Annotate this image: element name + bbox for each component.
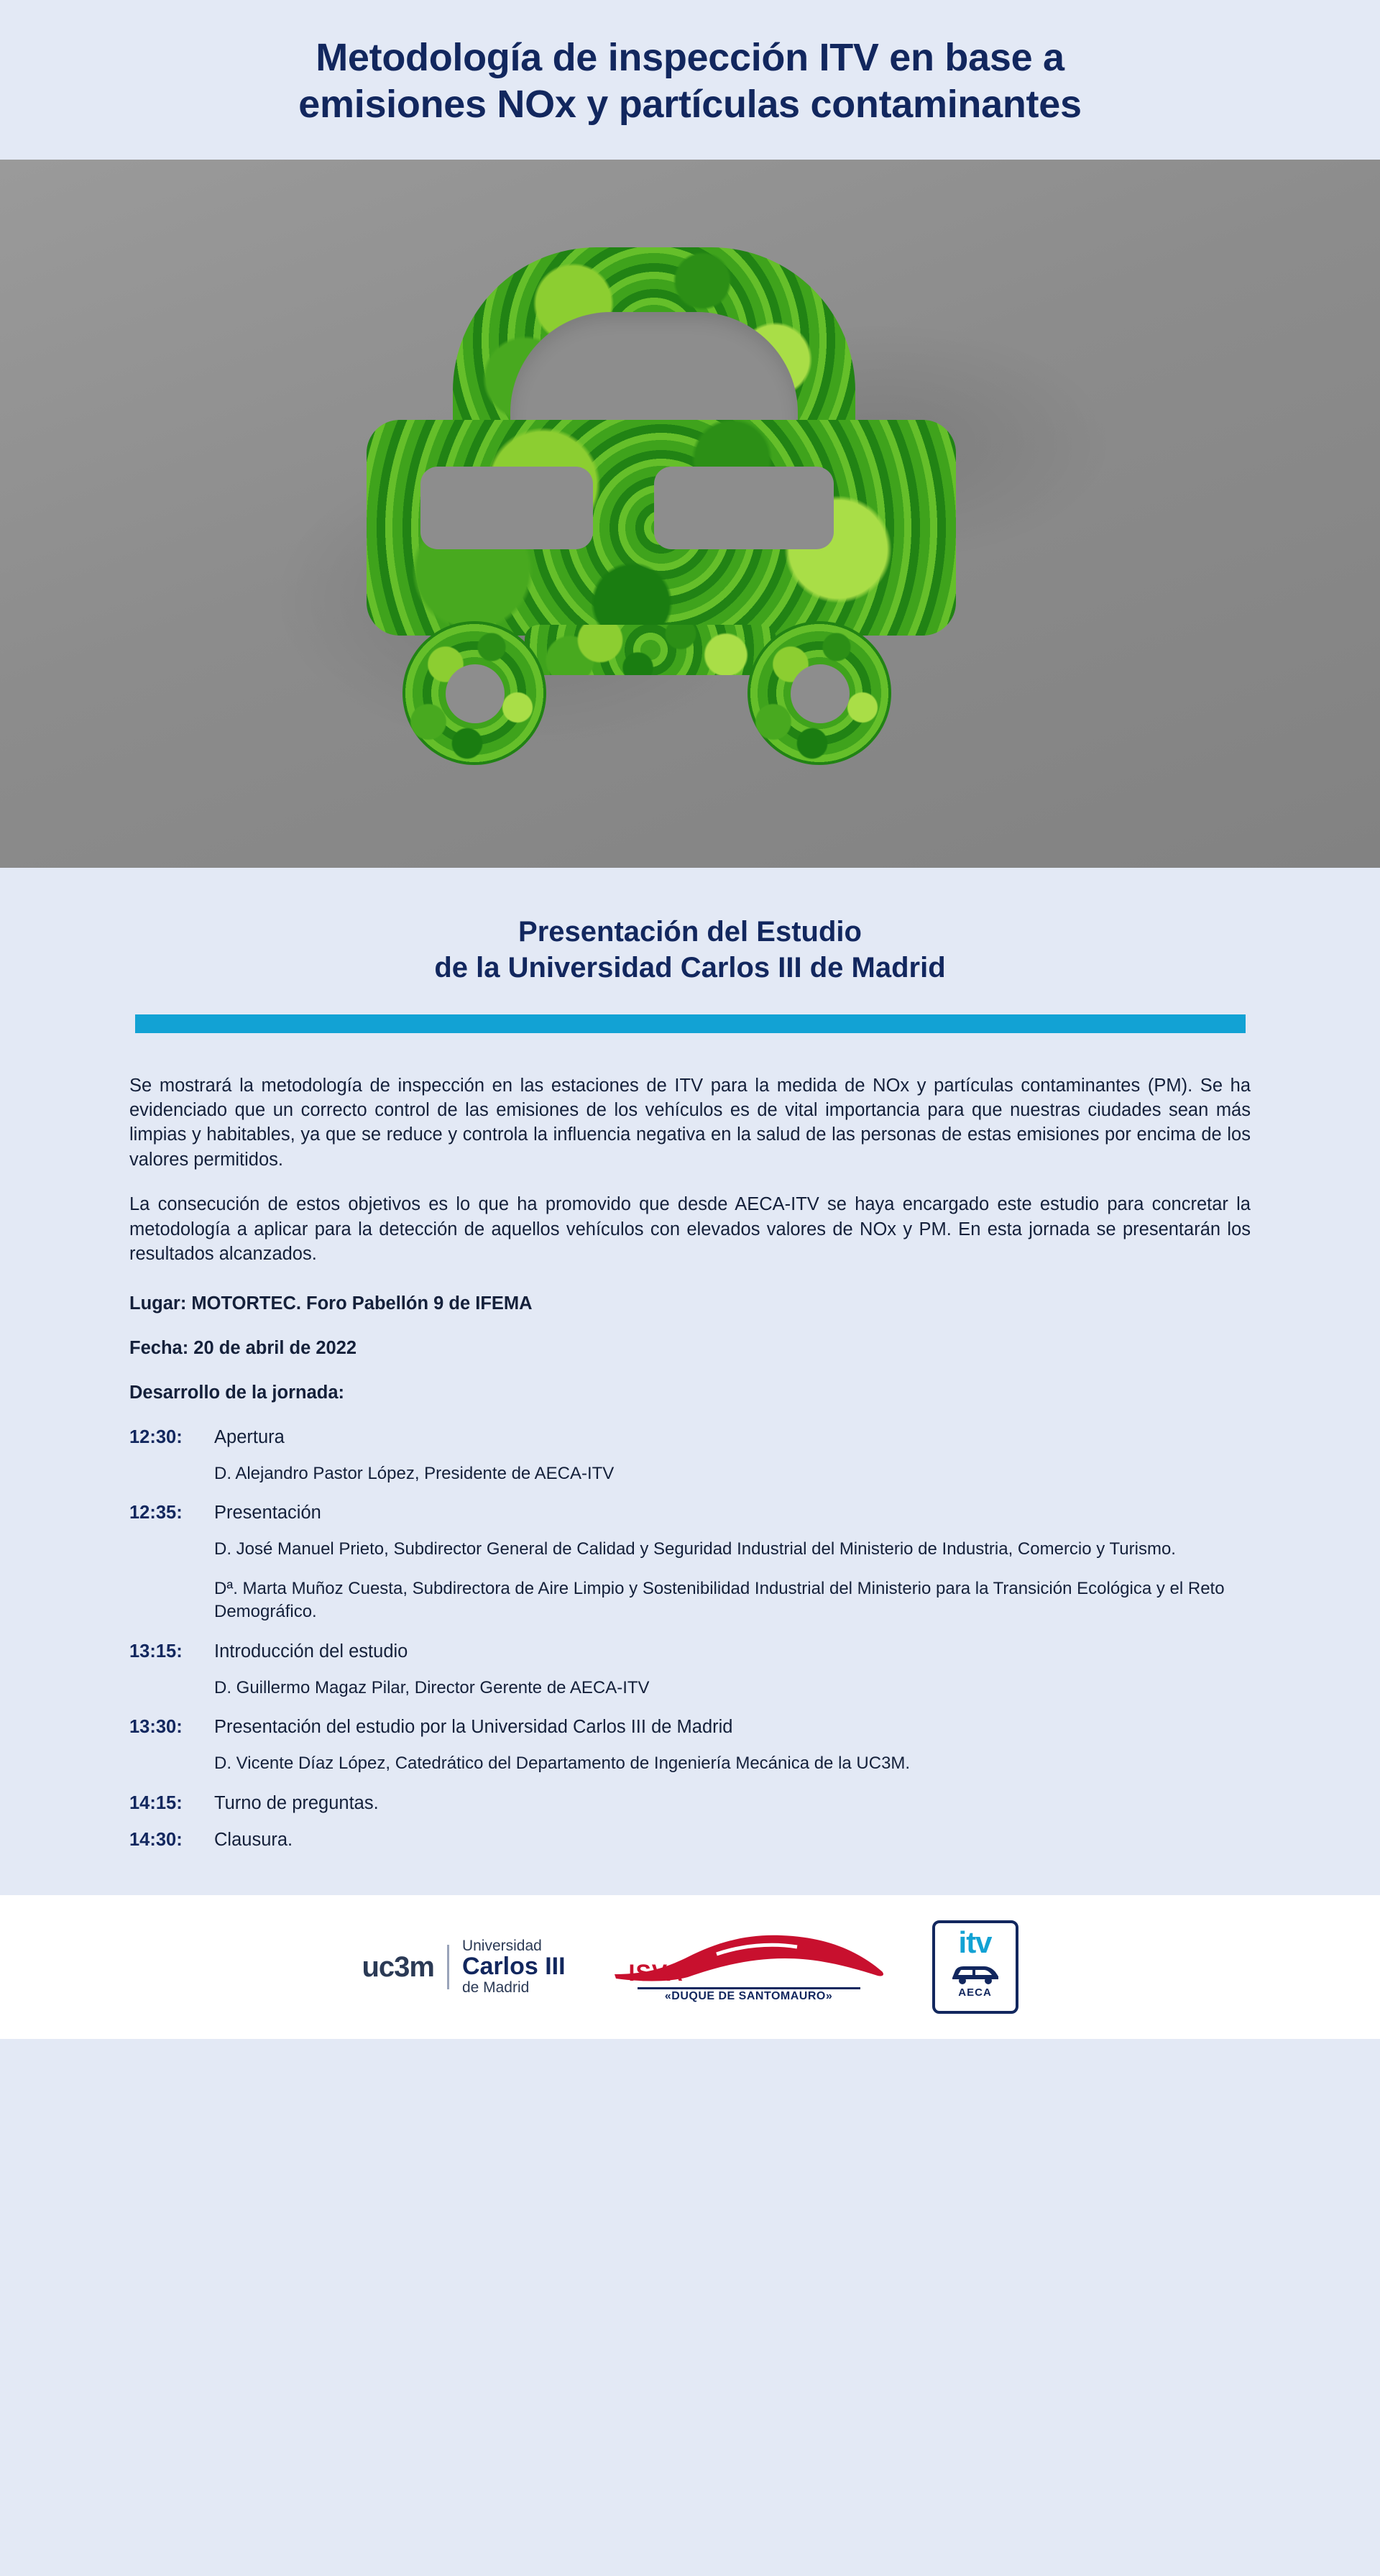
isva-logo-name: ISVA [628, 1960, 684, 1986]
agenda-item [129, 1792, 1251, 1815]
uc3m-logo-word-3: de Madrid [461, 1979, 530, 1996]
agenda-detail: D. Vicente Díaz López, Catedrático del Departamento de Ingeniería Mecánica de la UC3M. [214, 1754, 911, 1774]
agenda-detail: Dª. Marta Muñoz Cuesta, Subdirectora de Aire Limpio y Sostenibilidad Industrial del Ministerio para la Transición Ecológica y el Reto Demográfico. [214, 1578, 1225, 1622]
fact-agenda-label: Desarrollo de la jornada: [129, 1383, 345, 1403]
isva-logo-bar [638, 1987, 860, 1989]
poster-content [0, 1033, 1380, 1852]
itv-logo-sublabel: AECA [958, 1986, 992, 1999]
agenda-title: Presentación del estudio por la Universidad Carlos III de Madrid [214, 1717, 733, 1738]
intro-paragraph-1: Se mostrará la metodología de inspección en las estaciones de ITV para la medida de NOx y partículas contaminantes (PM). Se ha evidenciado que un correcto control de las emisiones de los vehículos es de vital importancia para que nuestras ciudades sean más limpias y habitables, ya que se reduce y controla la influencia negativa en la salud de las personas de estas emisiones por encima de los valores permitidos. [129, 1075, 1251, 1170]
fact-place-value: MOTORTEC. Foro Pabellón 9 de IFEMA [191, 1293, 533, 1314]
accent-divider [135, 1014, 1246, 1033]
fact-date-value: 20 de abril de 2022 [193, 1337, 357, 1358]
page-title [79, 35, 1301, 128]
agenda-title: Presentación [214, 1503, 321, 1523]
intro-paragraph-2: La consecución de estos objetivos es lo que ha promovido que desde AECA-ITV se haya encargado este estudio para concretar la metodología a aplicar para la detección de aquellos vehículos con elevados valores de NOx y PM. En esta jornada se presentarán los resultados alcanzados. [129, 1194, 1251, 1265]
agenda-title: Introducción del estudio [214, 1641, 408, 1661]
fact-place [129, 1291, 1251, 1316]
agenda-list [129, 1426, 1251, 1852]
agenda-item [129, 1426, 1251, 1449]
uc3m-logo-mark: uc3m [362, 1951, 434, 1983]
agenda-item [129, 1501, 1251, 1525]
car-body-cutout-right [654, 467, 834, 549]
poster-header [0, 0, 1380, 160]
agenda-title: Turno de preguntas. [214, 1792, 379, 1813]
agenda-time: 12:30: [129, 1426, 183, 1447]
subtitle-line-1: Presentación del Estudio [518, 915, 862, 948]
agenda-detail: D. Guillermo Magaz Pilar, Director Gerente de AECA-ITV [214, 1677, 650, 1697]
page-title-line-1: Metodología de inspección ITV en base a [316, 36, 1064, 79]
agenda-detail: D. José Manuel Prieto, Subdirector General de Calidad y Seguridad Industrial del Ministerio de Industria, Comercio y Turismo. [214, 1539, 1176, 1559]
uc3m-logo [362, 1938, 565, 1996]
agenda-time: 13:30: [129, 1717, 183, 1738]
uc3m-logo-words [462, 1938, 566, 1996]
agenda-item [129, 1640, 1251, 1664]
isva-logo [609, 1924, 889, 2010]
hero-image [0, 160, 1380, 868]
fact-date [129, 1336, 1251, 1360]
itv-car-icon [948, 1961, 1003, 1985]
subtitle-section [0, 868, 1380, 1033]
car-wheel-left-cutout [446, 664, 505, 723]
uc3m-logo-word-1: Universidad [461, 1938, 542, 1955]
agenda-time: 12:35: [129, 1503, 183, 1523]
footer-logos [0, 1895, 1380, 2039]
car-skirt-foliage [525, 625, 776, 675]
page-title-line-2: emisiones NOx y partículas contaminantes [298, 82, 1082, 126]
fact-date-label: Fecha: [129, 1337, 189, 1358]
agenda-title: Clausura. [214, 1829, 293, 1850]
agenda-detail: D. Alejandro Pastor López, Presidente de AECA-ITV [214, 1463, 615, 1483]
car-wheel-right-cutout [791, 664, 850, 723]
event-facts [129, 1291, 1251, 1406]
fact-agenda-heading [129, 1380, 1251, 1405]
tree-car-illustration [345, 219, 1035, 808]
itv-aeca-logo [932, 1920, 1018, 2014]
subtitle-line-2: de la Universidad Carlos III de Madrid [434, 951, 946, 984]
agenda-item [129, 1715, 1251, 1739]
uc3m-logo-word-2: Carlos III [461, 1953, 566, 1981]
agenda-time: 14:15: [129, 1792, 183, 1813]
itv-logo-word: itv [958, 1925, 992, 1959]
uc3m-logo-divider [447, 1945, 449, 1989]
isva-logo-subtitle: «DUQUE DE SANTOMAURO» [664, 1990, 833, 2002]
fact-place-label: Lugar: [129, 1293, 187, 1314]
car-body-cutout-left [420, 467, 593, 549]
subtitle [86, 914, 1294, 986]
agenda-time: 13:15: [129, 1641, 183, 1661]
agenda-title: Apertura [214, 1426, 285, 1447]
agenda-time: 14:30: [129, 1829, 183, 1850]
agenda-item [129, 1828, 1251, 1852]
